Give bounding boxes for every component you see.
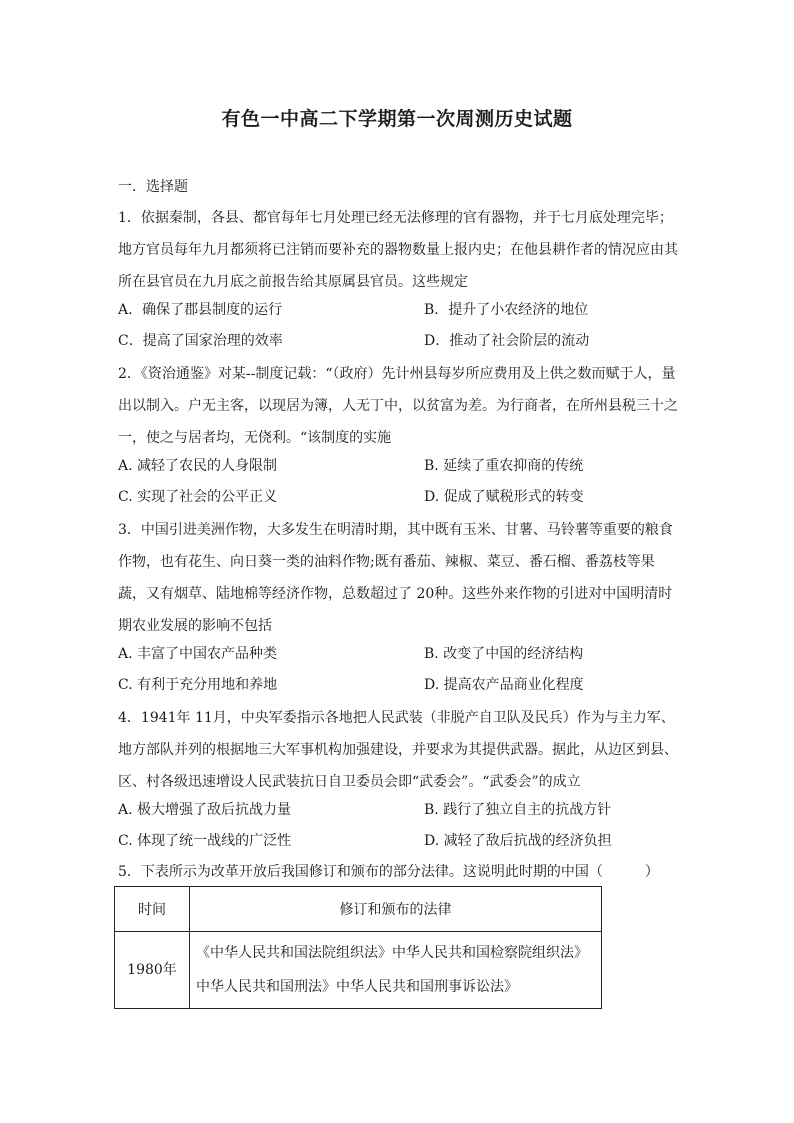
table-header-row bbox=[115, 887, 602, 932]
question-1-text: 1．依据秦制，各县、都官每年七月处理已经无法修理的官有器物，并于七月底处理完毕；地方官员每年九月都须将已注销而要补充的器物数量上报内史；在他县耕作者的情况应由其所在县官员在九月底之前报告给其原属县官员。这些规定 bbox=[118, 210, 678, 290]
question-1-option-d: D．推动了社会阶层的流动 bbox=[424, 333, 590, 349]
question-2-option-a: A. 减轻了农民的人身限制 bbox=[118, 458, 278, 474]
question-4-option-a: A. 极大增强了敌后抗战力量 bbox=[118, 802, 292, 818]
table-row bbox=[115, 932, 602, 1009]
page-title: 有色一中高二下学期第一次周测历史试题 bbox=[221, 108, 573, 130]
table-cell-laws: 《中华人民共和国法院组织法》中华人民共和国检察院组织法》中华人民共和国刑法》中华人民共和国刑事诉讼法》 bbox=[190, 932, 602, 1009]
question-3-option-a: A. 丰富了中国农产品种类 bbox=[118, 646, 278, 662]
law-table bbox=[114, 886, 602, 1009]
question-3-text: 3．中国引进美洲作物，大多发生在明清时期，其中既有玉米、甘薯、马铃薯等重要的粮食作物，也有花生、向日葵一类的油料作物;既有番茄、辣椒、菜豆、番石榴、番荔枝等果蔬，又有烟草、陆地棉等经济作物，总数超过了 20种。这些外来作物的引进对中国明清时期农业发展的影响不包括 bbox=[118, 522, 673, 634]
table-cell-year: 1980年 bbox=[115, 932, 190, 1009]
section-heading: 一．选择题 bbox=[118, 179, 188, 195]
table-header-laws: 修订和颁布的法律 bbox=[190, 887, 602, 932]
question-4-option-d: D. 减轻了敌后抗战的经济负担 bbox=[424, 833, 612, 849]
question-5-text: 5．下表所示为改革开放后我国修订和颁布的部分法律。这说明此时期的中国（ ） bbox=[118, 864, 659, 880]
question-4-option-c: C. 体现了统一战线的广泛性 bbox=[118, 833, 292, 849]
question-2-option-d: D. 促成了赋税形式的转变 bbox=[424, 489, 584, 505]
question-3-option-d: D. 提高农产品商业化程度 bbox=[424, 677, 584, 693]
question-2-option-b: B. 延续了重农抑商的传统 bbox=[424, 458, 584, 474]
question-2-option-c: C. 实现了社会的公平正义 bbox=[118, 489, 278, 505]
table-header-time: 时间 bbox=[115, 887, 190, 932]
question-4-text: 4．1941年 11月，中央军委指示各地把人民武装（非脱产自卫队及民兵）作为与主力军、地方部队并列的根据地三大军事机构加强建设，并要求为其提供武器。据此，从边区到县、区、村各级迅速增设人民武装抗日自卫委员会即“武委会”。“武委会”的成立 bbox=[118, 710, 678, 790]
question-1-option-a: A．确保了郡县制度的运行 bbox=[118, 302, 283, 318]
question-2-text: 2．《资治通鉴》对某--制度记载：“（政府）先计州县每岁所应费用及上供之数而赋于人，量出以制入。户无主客，以现居为簿，人无丁中，以贫富为差。为行商者，在所州县税三十之一，使之与居者均，无侥利。“该制度的实施 bbox=[118, 366, 678, 446]
question-4-option-b: B. 践行了独立自主的抗战方针 bbox=[424, 802, 612, 818]
question-1-option-b: B．提升了小农经济的地位 bbox=[424, 302, 589, 318]
question-1-option-c: C．提高了国家治理的效率 bbox=[118, 333, 283, 349]
question-3-option-b: B. 改变了中国的经济结构 bbox=[424, 646, 584, 662]
question-3-option-c: C. 有利于充分用地和养地 bbox=[118, 677, 278, 693]
